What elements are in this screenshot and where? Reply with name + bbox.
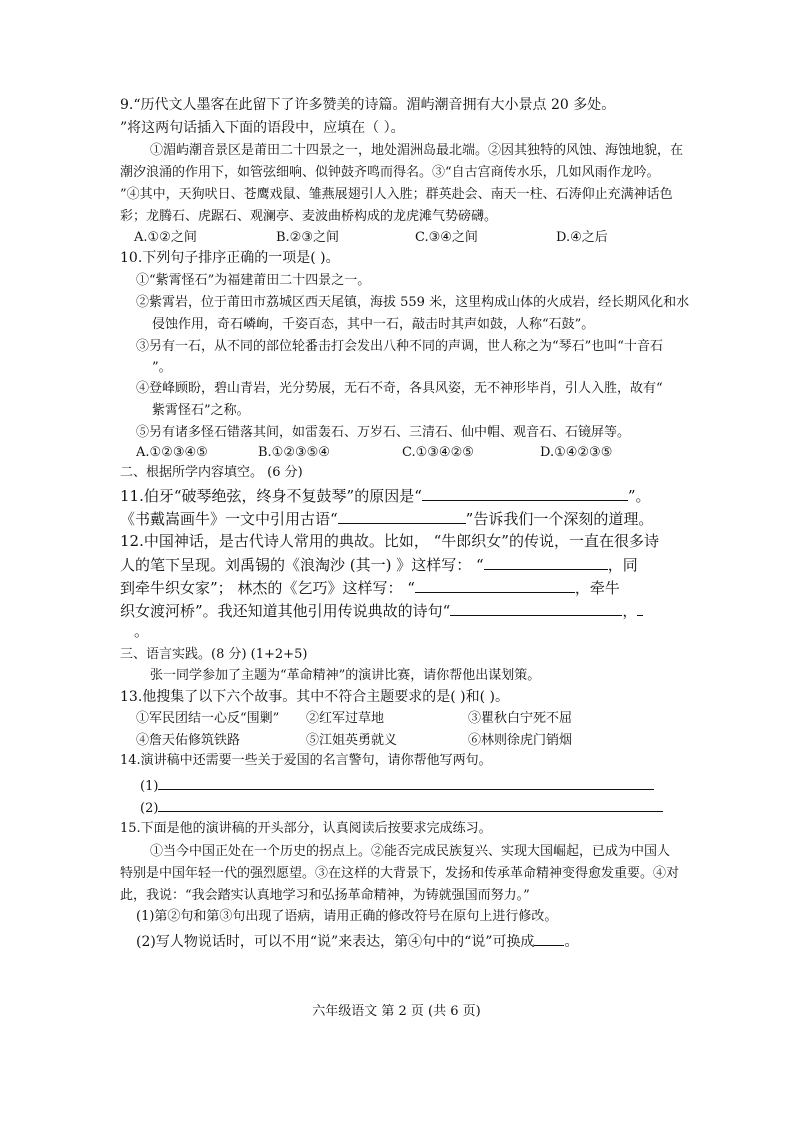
q10-sentence-3a: ③另有一石，从不同的部位轮番击打会发出八种不同的声调，世人称之为“琴石”也叫“十音石 (136, 339, 663, 354)
q15-stem: 15.下面是他的演讲稿的开头部分，认真阅读后按要求完成练习。 (120, 821, 492, 836)
q15-task-1: (1)第②句和第③句出现了语病，请用正确的修改符号在原句上进行修改。 (136, 909, 558, 924)
q11-answer-blank-2[interactable] (338, 511, 466, 524)
q10-option-c[interactable]: C.①③④②⑤ (402, 445, 474, 460)
q13-item-6: ⑥林则徐虎门销烟 (468, 733, 573, 748)
q10-sentence-4b: 紫霄怪石”之称。 (152, 403, 250, 418)
q11-line2-end: ”告诉我们一个深刻的道理。 (465, 510, 654, 528)
q9-stem-line2: ”将这两句话插入下面的语段中，应填在（ ）。 (120, 120, 405, 136)
q13-stem: 13.他搜集了以下六个故事。其中不符合主题要求的是( )和( )。 (120, 689, 510, 705)
q15-task-2 (136, 933, 578, 949)
q10-option-b[interactable]: B.①②③⑤④ (258, 445, 330, 460)
q14-answer-blank-2[interactable] (158, 799, 663, 812)
q10-sentence-2a: ②紫霄岩，位于莆田市荔城区西天尾镇，海拔 559 米，这里构成山体的火成岩，经长期风化和水 (136, 295, 690, 310)
q14-answer-line-1 (140, 777, 654, 793)
q12-line1: 12.中国神话，是古代诗人常用的典故。比如， “牛郎织女”的传说，一直在很多诗 (120, 532, 659, 550)
q10-sentence-4a: ④登峰顾盼，碧山青岩，光分势展，无石不奇，各具风姿，无不神形毕肖，引人入胜，故有“ (136, 381, 663, 396)
q9-passage-line1: ①湄屿潮音景区是莆田二十四景之一，地处湄洲岛最北端。②因其独特的风蚀、海蚀地貌，在 (150, 143, 684, 158)
q15-task-2-end: 。 (564, 934, 579, 950)
q9-passage-line3: ”④其中，天狗吠日、苍鹰戏鼠、雏燕展翅引人入胜；群英赴会、南天一柱、石涛仰止充满神话色 (120, 187, 673, 202)
q10-sentence-1: ①“紫霄怪石”为福建莆田二十四景之一。 (136, 273, 371, 288)
q10-stem: 10.下列句子排序正确的一项是( )。 (120, 250, 340, 266)
q9-passage-line4: 彩；龙腾石、虎踞石、观澜亭、麦波曲桥构成的龙虎滩气势磅礴。 (120, 209, 498, 224)
q15-task-2-text: (2)写人物说话时，可以不用“说”来表达，第④句中的“说”可换成 (136, 934, 535, 950)
q11-line2-text: 《书戴嵩画牛》一文中引用古语“ (120, 510, 338, 528)
q14-stem: 14.演讲稿中还需要一些关于爱国的名言警句，请你帮他写两句。 (120, 753, 492, 768)
q12-line2-end: ，同 (607, 556, 638, 574)
q13-item-3: ③瞿秋白宁死不屈 (468, 711, 573, 726)
q15-passage-line2: 特别是中国年轻一代的强烈愿望。③在这样的大背景下，发扬和传承革命精神变得愈发重要。④对 (120, 866, 680, 881)
q10-sentence-2b: 侵蚀作用，奇石嶙峋，千姿百态，其中一石，敲击时其声如鼓，人称“石鼓”。 (152, 317, 595, 332)
q12-line4 (120, 603, 643, 619)
q14-answer-line-2 (140, 799, 663, 815)
q9-option-a[interactable]: A.①②之间 (134, 230, 197, 245)
q9-option-b[interactable]: B.②③之间 (276, 230, 339, 245)
q12-line3-end: ，牵牛 (574, 579, 620, 597)
q11-line1-text: 11.伯牙“破琴绝弦，终身不复鼓琴”的原因是“ (120, 487, 422, 505)
q11-answer-blank-1[interactable] (422, 488, 628, 501)
q9-stem-line1: 9.“历代文人墨客在此留下了许多赞美的诗篇。湄屿潮音拥有大小景点 20 多处。 (120, 97, 616, 113)
section-3-title: 三、语言实践。(8 分) (1+2+5) (120, 647, 308, 662)
q15-passage-line3: 此，我说：“我会踏实认真地学习和弘扬革命精神，为铸就强国而努力。” (120, 888, 530, 903)
q10-option-a[interactable]: A.①②③④⑤ (136, 445, 208, 460)
q12-line2 (120, 557, 638, 573)
q11-line2 (120, 511, 653, 527)
q12-line4-end: ， (622, 602, 638, 620)
section-2-title: 二、根据所学内容填空。 (6 分) (120, 465, 303, 480)
q14-answer-label-1: (1) (140, 779, 159, 794)
q12-line4-text: 织女渡河桥”。我还知道其他引用传说典故的诗句“ (120, 602, 451, 620)
q15-passage-line1: ①当今中国正处在一个历史的拐点上。②能否完成民族复兴、实现大国崛起，已成为中国人 (150, 844, 671, 859)
q12-line2-text: 人的笔下呈现。刘禹锡的《浪淘沙 (其一) 》这样写： “ (120, 556, 484, 574)
q12-answer-blank-1[interactable] (484, 557, 608, 570)
q12-line3-text: 到牵牛织女家”； 林杰的《乞巧》这样写： “ (120, 579, 415, 597)
page-footer: 六年级语文 第 2 页 (共 6 页) (312, 1004, 481, 1019)
q10-sentence-3b: ”。 (152, 360, 172, 375)
q9-option-d[interactable]: D.④之后 (556, 230, 608, 245)
q10-option-d[interactable]: D.①④②③⑤ (540, 445, 613, 460)
q11-line1-end: ”。 (627, 487, 651, 505)
q12-answer-blank-3[interactable] (450, 603, 622, 616)
q14-answer-label-2: (2) (140, 801, 159, 816)
q13-item-5: ⑤江姐英勇就义 (306, 733, 398, 748)
q12-line3 (120, 580, 620, 596)
q13-item-2: ②红军过草地 (306, 711, 385, 726)
q10-sentence-5: ⑤另有诸多怪石错落其间，如雷轰石、万岁石、三清石、仙中帽、观音石、石镜屏等。 (136, 425, 631, 440)
q12-line5: 。 (134, 622, 150, 640)
q9-passage-line2: 潮汐浪涌的作用下，如管弦细响、似钟鼓齐鸣而得名。③“自古宫商传水乐，几如风雨作龙吟。 (120, 165, 660, 180)
q12-answer-blank-2[interactable] (415, 580, 575, 593)
section-3-intro: 张一同学参加了主题为“革命精神”的演讲比赛，请你帮他出谋划策。 (150, 668, 541, 683)
q11-line1 (120, 488, 651, 504)
q9-option-c[interactable]: C.③④之间 (415, 230, 478, 245)
q15-answer-blank[interactable] (534, 933, 564, 946)
q13-item-4: ④詹天佑修筑铁路 (136, 733, 241, 748)
q14-answer-blank-1[interactable] (158, 777, 654, 790)
q12-answer-blank-4[interactable] (637, 603, 643, 616)
q13-item-1: ①军民团结一心反“围剿” (136, 711, 280, 726)
